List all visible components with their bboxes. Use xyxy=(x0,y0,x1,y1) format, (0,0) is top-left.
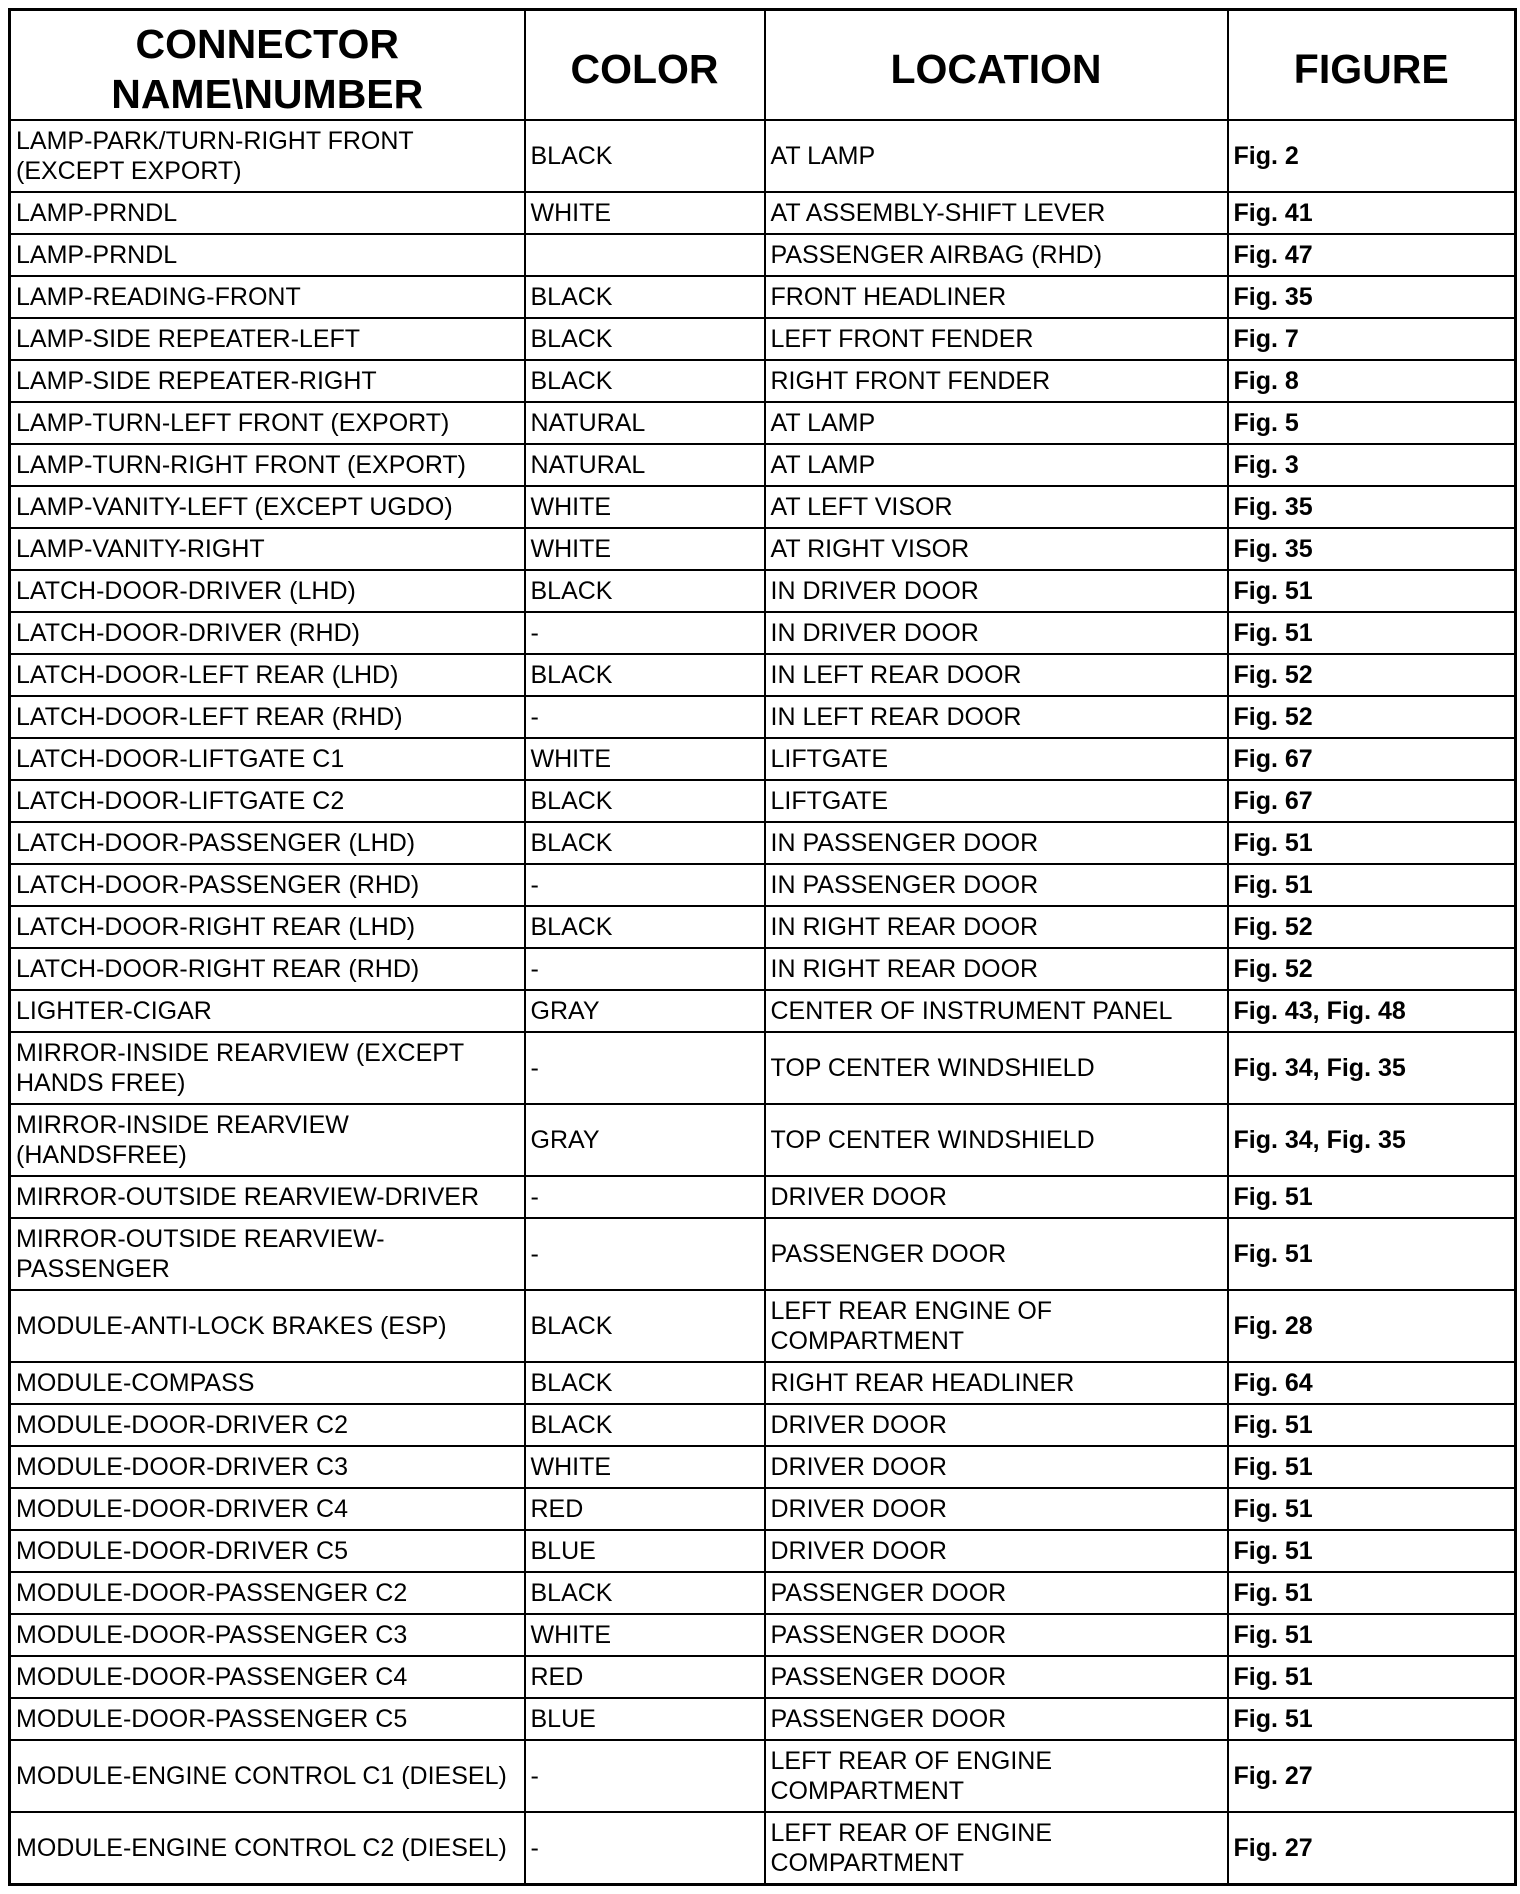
color-cell: BLACK xyxy=(525,780,765,822)
color-cell: BLACK xyxy=(525,570,765,612)
table-row xyxy=(10,864,1516,906)
figure-cell: Fig. 51 xyxy=(1228,864,1516,906)
location-cell: IN RIGHT REAR DOOR xyxy=(765,906,1228,948)
table-row xyxy=(10,1530,1516,1572)
figure-cell: Fig. 51 xyxy=(1228,1218,1516,1290)
location-cell: PASSENGER AIRBAG (RHD) xyxy=(765,234,1228,276)
connector-name-cell: LATCH-DOOR-PASSENGER (RHD) xyxy=(10,864,525,906)
connector-name-cell: MODULE-ANTI-LOCK BRAKES (ESP) xyxy=(10,1290,525,1362)
connector-name-cell: LAMP-PARK/TURN-RIGHT FRONT (EXCEPT EXPORT) xyxy=(10,120,525,192)
figure-cell: Fig. 41 xyxy=(1228,192,1516,234)
location-cell: PASSENGER DOOR xyxy=(765,1698,1228,1740)
figure-cell: Fig. 52 xyxy=(1228,654,1516,696)
figure-cell: Fig. 2 xyxy=(1228,120,1516,192)
connector-table xyxy=(8,8,1517,1886)
table-row xyxy=(10,1290,1516,1362)
table-row xyxy=(10,402,1516,444)
connector-name-cell: MODULE-DOOR-PASSENGER C4 xyxy=(10,1656,525,1698)
location-cell: AT LAMP xyxy=(765,120,1228,192)
connector-name-cell: LATCH-DOOR-DRIVER (RHD) xyxy=(10,612,525,654)
connector-name-cell: LATCH-DOOR-LEFT REAR (LHD) xyxy=(10,654,525,696)
location-cell: PASSENGER DOOR xyxy=(765,1656,1228,1698)
location-cell: LEFT REAR ENGINE OF COMPARTMENT xyxy=(765,1290,1228,1362)
table-row xyxy=(10,1572,1516,1614)
connector-name-cell: LATCH-DOOR-LIFTGATE C1 xyxy=(10,738,525,780)
table-row xyxy=(10,1740,1516,1812)
table-row xyxy=(10,822,1516,864)
table-row xyxy=(10,990,1516,1032)
color-cell: WHITE xyxy=(525,192,765,234)
figure-cell: Fig. 51 xyxy=(1228,570,1516,612)
color-cell xyxy=(525,234,765,276)
figure-cell: Fig. 67 xyxy=(1228,780,1516,822)
connector-name-cell: MODULE-DOOR-PASSENGER C3 xyxy=(10,1614,525,1656)
connector-name-cell: LAMP-TURN-RIGHT FRONT (EXPORT) xyxy=(10,444,525,486)
figure-cell: Fig. 67 xyxy=(1228,738,1516,780)
figure-cell: Fig. 27 xyxy=(1228,1812,1516,1885)
color-cell: - xyxy=(525,696,765,738)
connector-name-cell: MIRROR-INSIDE REARVIEW (EXCEPT HANDS FREE) xyxy=(10,1032,525,1104)
location-cell: IN LEFT REAR DOOR xyxy=(765,696,1228,738)
table-row xyxy=(10,360,1516,402)
figure-cell: Fig. 51 xyxy=(1228,1488,1516,1530)
header-figure: FIGURE xyxy=(1228,10,1516,121)
connector-name-cell: LATCH-DOOR-RIGHT REAR (RHD) xyxy=(10,948,525,990)
connector-name-cell: LAMP-SIDE REPEATER-LEFT xyxy=(10,318,525,360)
figure-cell: Fig. 43, Fig. 48 xyxy=(1228,990,1516,1032)
table-body xyxy=(10,120,1516,1885)
location-cell: IN PASSENGER DOOR xyxy=(765,822,1228,864)
table-row xyxy=(10,120,1516,192)
table-row xyxy=(10,948,1516,990)
connector-name-cell: LAMP-SIDE REPEATER-RIGHT xyxy=(10,360,525,402)
figure-cell: Fig. 5 xyxy=(1228,402,1516,444)
location-cell: DRIVER DOOR xyxy=(765,1176,1228,1218)
figure-cell: Fig. 51 xyxy=(1228,1698,1516,1740)
connector-name-cell: LATCH-DOOR-DRIVER (LHD) xyxy=(10,570,525,612)
location-cell: LEFT FRONT FENDER xyxy=(765,318,1228,360)
header-color: COLOR xyxy=(525,10,765,121)
figure-cell: Fig. 51 xyxy=(1228,1572,1516,1614)
color-cell: RED xyxy=(525,1656,765,1698)
location-cell: DRIVER DOOR xyxy=(765,1530,1228,1572)
location-cell: IN DRIVER DOOR xyxy=(765,612,1228,654)
color-cell: BLACK xyxy=(525,1572,765,1614)
figure-cell: Fig. 51 xyxy=(1228,1176,1516,1218)
connector-name-cell: LAMP-VANITY-RIGHT xyxy=(10,528,525,570)
table-row xyxy=(10,1614,1516,1656)
color-cell: NATURAL xyxy=(525,444,765,486)
connector-name-cell: LAMP-PRNDL xyxy=(10,192,525,234)
location-cell: TOP CENTER WINDSHIELD xyxy=(765,1104,1228,1176)
color-cell: WHITE xyxy=(525,1614,765,1656)
connector-name-cell: LIGHTER-CIGAR xyxy=(10,990,525,1032)
location-cell: TOP CENTER WINDSHIELD xyxy=(765,1032,1228,1104)
connector-name-cell: MODULE-DOOR-DRIVER C3 xyxy=(10,1446,525,1488)
figure-cell: Fig. 51 xyxy=(1228,1614,1516,1656)
table-row xyxy=(10,276,1516,318)
connector-name-cell: MODULE-DOOR-DRIVER C4 xyxy=(10,1488,525,1530)
location-cell: IN RIGHT REAR DOOR xyxy=(765,948,1228,990)
figure-cell: Fig. 52 xyxy=(1228,948,1516,990)
color-cell: BLACK xyxy=(525,360,765,402)
table-row xyxy=(10,696,1516,738)
connector-name-cell: LAMP-READING-FRONT xyxy=(10,276,525,318)
table-row xyxy=(10,528,1516,570)
connector-name-cell: MIRROR-OUTSIDE REARVIEW-PASSENGER xyxy=(10,1218,525,1290)
table-row xyxy=(10,738,1516,780)
figure-cell: Fig. 64 xyxy=(1228,1362,1516,1404)
color-cell: - xyxy=(525,1176,765,1218)
connector-name-cell: LAMP-TURN-LEFT FRONT (EXPORT) xyxy=(10,402,525,444)
color-cell: WHITE xyxy=(525,738,765,780)
figure-cell: Fig. 35 xyxy=(1228,528,1516,570)
figure-cell: Fig. 51 xyxy=(1228,1446,1516,1488)
table-row xyxy=(10,1218,1516,1290)
figure-cell: Fig. 34, Fig. 35 xyxy=(1228,1104,1516,1176)
color-cell: BLACK xyxy=(525,654,765,696)
connector-name-cell: LAMP-PRNDL xyxy=(10,234,525,276)
location-cell: LEFT REAR OF ENGINE COMPARTMENT xyxy=(765,1740,1228,1812)
table-row xyxy=(10,1446,1516,1488)
location-cell: IN DRIVER DOOR xyxy=(765,570,1228,612)
table-row xyxy=(10,1176,1516,1218)
table-row xyxy=(10,906,1516,948)
color-cell: - xyxy=(525,612,765,654)
figure-cell: Fig. 3 xyxy=(1228,444,1516,486)
figure-cell: Fig. 47 xyxy=(1228,234,1516,276)
table-row xyxy=(10,234,1516,276)
location-cell: PASSENGER DOOR xyxy=(765,1614,1228,1656)
connector-name-cell: LAMP-VANITY-LEFT (EXCEPT UGDO) xyxy=(10,486,525,528)
location-cell: LIFTGATE xyxy=(765,738,1228,780)
location-cell: RIGHT REAR HEADLINER xyxy=(765,1362,1228,1404)
color-cell: BLACK xyxy=(525,276,765,318)
color-cell: BLACK xyxy=(525,1404,765,1446)
location-cell: CENTER OF INSTRUMENT PANEL xyxy=(765,990,1228,1032)
figure-cell: Fig. 35 xyxy=(1228,486,1516,528)
connector-name-cell: MODULE-DOOR-DRIVER C5 xyxy=(10,1530,525,1572)
connector-name-cell: LATCH-DOOR-PASSENGER (LHD) xyxy=(10,822,525,864)
location-cell: DRIVER DOOR xyxy=(765,1446,1228,1488)
figure-cell: Fig. 51 xyxy=(1228,1656,1516,1698)
figure-cell: Fig. 51 xyxy=(1228,1530,1516,1572)
figure-cell: Fig. 27 xyxy=(1228,1740,1516,1812)
figure-cell: Fig. 7 xyxy=(1228,318,1516,360)
location-cell: DRIVER DOOR xyxy=(765,1488,1228,1530)
location-cell: FRONT HEADLINER xyxy=(765,276,1228,318)
figure-cell: Fig. 34, Fig. 35 xyxy=(1228,1032,1516,1104)
figure-cell: Fig. 8 xyxy=(1228,360,1516,402)
color-cell: WHITE xyxy=(525,1446,765,1488)
table-row xyxy=(10,1812,1516,1885)
color-cell: RED xyxy=(525,1488,765,1530)
color-cell: BLACK xyxy=(525,318,765,360)
color-cell: WHITE xyxy=(525,528,765,570)
connector-name-cell: MIRROR-INSIDE REARVIEW (HANDSFREE) xyxy=(10,1104,525,1176)
table-row xyxy=(10,1362,1516,1404)
location-cell: AT RIGHT VISOR xyxy=(765,528,1228,570)
figure-cell: Fig. 52 xyxy=(1228,696,1516,738)
location-cell: IN PASSENGER DOOR xyxy=(765,864,1228,906)
location-cell: AT LAMP xyxy=(765,444,1228,486)
location-cell: IN LEFT REAR DOOR xyxy=(765,654,1228,696)
location-cell: AT LAMP xyxy=(765,402,1228,444)
table-row xyxy=(10,654,1516,696)
connector-name-cell: MODULE-DOOR-PASSENGER C5 xyxy=(10,1698,525,1740)
color-cell: - xyxy=(525,948,765,990)
location-cell: AT ASSEMBLY-SHIFT LEVER xyxy=(765,192,1228,234)
figure-cell: Fig. 51 xyxy=(1228,1404,1516,1446)
location-cell: RIGHT FRONT FENDER xyxy=(765,360,1228,402)
color-cell: BLACK xyxy=(525,1290,765,1362)
location-cell: LEFT REAR OF ENGINE COMPARTMENT xyxy=(765,1812,1228,1885)
connector-name-cell: MIRROR-OUTSIDE REARVIEW-DRIVER xyxy=(10,1176,525,1218)
figure-cell: Fig. 51 xyxy=(1228,612,1516,654)
table-row xyxy=(10,318,1516,360)
color-cell: - xyxy=(525,1218,765,1290)
connector-name-cell: LATCH-DOOR-LIFTGATE C2 xyxy=(10,780,525,822)
location-cell: LIFTGATE xyxy=(765,780,1228,822)
connector-name-cell: LATCH-DOOR-RIGHT REAR (LHD) xyxy=(10,906,525,948)
table-row xyxy=(10,570,1516,612)
color-cell: WHITE xyxy=(525,486,765,528)
color-cell: BLACK xyxy=(525,120,765,192)
figure-cell: Fig. 52 xyxy=(1228,906,1516,948)
table-row xyxy=(10,1698,1516,1740)
connector-name-cell: LATCH-DOOR-LEFT REAR (RHD) xyxy=(10,696,525,738)
color-cell: BLUE xyxy=(525,1530,765,1572)
table-row xyxy=(10,1032,1516,1104)
location-cell: PASSENGER DOOR xyxy=(765,1218,1228,1290)
color-cell: - xyxy=(525,864,765,906)
color-cell: - xyxy=(525,1812,765,1885)
color-cell: GRAY xyxy=(525,990,765,1032)
color-cell: - xyxy=(525,1032,765,1104)
header-connector-name: CONNECTOR NAME\NUMBER xyxy=(10,10,525,121)
table-row xyxy=(10,1104,1516,1176)
color-cell: - xyxy=(525,1740,765,1812)
figure-cell: Fig. 28 xyxy=(1228,1290,1516,1362)
connector-name-cell: MODULE-DOOR-PASSENGER C2 xyxy=(10,1572,525,1614)
connector-name-cell: MODULE-ENGINE CONTROL C2 (DIESEL) xyxy=(10,1812,525,1885)
table-row xyxy=(10,1656,1516,1698)
figure-cell: Fig. 51 xyxy=(1228,822,1516,864)
figure-cell: Fig. 35 xyxy=(1228,276,1516,318)
connector-name-cell: MODULE-COMPASS xyxy=(10,1362,525,1404)
table-row xyxy=(10,1404,1516,1446)
location-cell: DRIVER DOOR xyxy=(765,1404,1228,1446)
table-row xyxy=(10,780,1516,822)
table-row xyxy=(10,1488,1516,1530)
color-cell: BLACK xyxy=(525,1362,765,1404)
location-cell: PASSENGER DOOR xyxy=(765,1572,1228,1614)
table-row xyxy=(10,486,1516,528)
table-row xyxy=(10,444,1516,486)
table-row xyxy=(10,192,1516,234)
table-row xyxy=(10,612,1516,654)
location-cell: AT LEFT VISOR xyxy=(765,486,1228,528)
table-header xyxy=(10,10,1516,121)
header-location: LOCATION xyxy=(765,10,1228,121)
color-cell: GRAY xyxy=(525,1104,765,1176)
color-cell: BLACK xyxy=(525,822,765,864)
connector-name-cell: MODULE-DOOR-DRIVER C2 xyxy=(10,1404,525,1446)
color-cell: NATURAL xyxy=(525,402,765,444)
connector-name-cell: MODULE-ENGINE CONTROL C1 (DIESEL) xyxy=(10,1740,525,1812)
color-cell: BLUE xyxy=(525,1698,765,1740)
color-cell: BLACK xyxy=(525,906,765,948)
